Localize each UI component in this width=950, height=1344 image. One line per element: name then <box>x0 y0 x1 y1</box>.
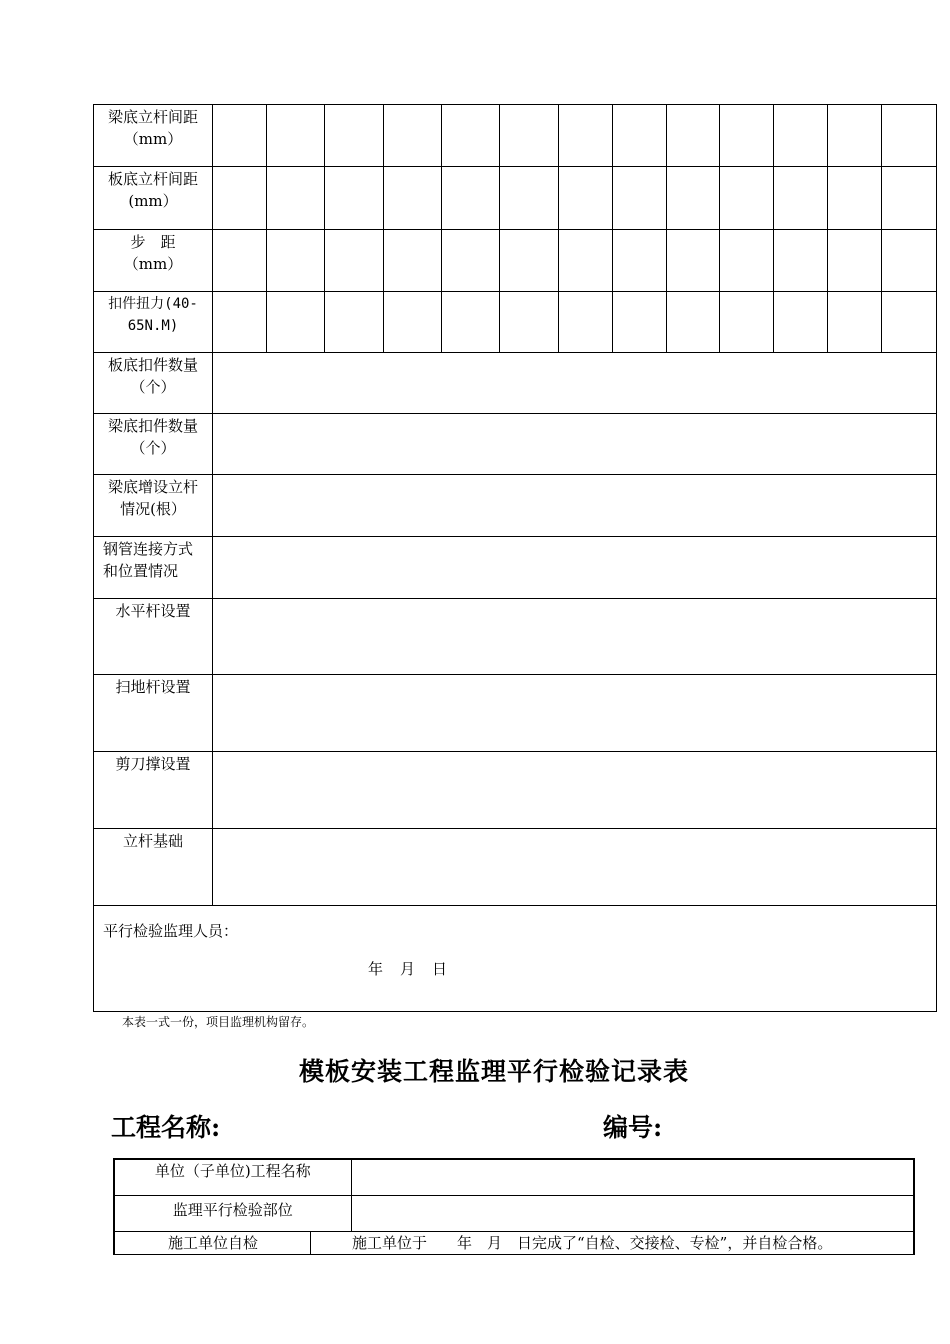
input-cell[interactable] <box>500 230 559 292</box>
input-cell[interactable] <box>384 105 442 167</box>
input-cell[interactable] <box>213 292 267 353</box>
input-cell[interactable] <box>828 105 882 167</box>
input-cell[interactable] <box>325 230 384 292</box>
row-slab-fastener-count <box>94 353 937 414</box>
row-label: 扣件扭力(40- 65N.M) <box>94 292 213 353</box>
grid-row-fastener-torque <box>94 292 937 353</box>
input-cell[interactable] <box>559 230 613 292</box>
input-cell[interactable] <box>442 230 500 292</box>
input-cell[interactable] <box>774 292 828 353</box>
input-cell[interactable] <box>613 230 667 292</box>
input-cell[interactable] <box>442 167 500 230</box>
input-cell[interactable] <box>613 292 667 353</box>
input-cell[interactable] <box>267 230 325 292</box>
signature-label: 平行检验监理人员： <box>103 922 239 940</box>
input-cell[interactable] <box>384 292 442 353</box>
input-cell[interactable] <box>667 105 720 167</box>
input-cell[interactable] <box>559 105 613 167</box>
input-cell[interactable] <box>384 230 442 292</box>
input-cell[interactable] <box>774 105 828 167</box>
input-cell[interactable] <box>774 230 828 292</box>
self-check-row <box>114 1231 914 1254</box>
input-cell[interactable] <box>213 230 267 292</box>
row-pipe-connection <box>94 537 937 599</box>
row-label: 板底扣件数量 （个） <box>94 353 213 414</box>
input-cell[interactable] <box>720 230 774 292</box>
code-label: 编号: <box>603 1113 663 1142</box>
input-cell[interactable] <box>325 105 384 167</box>
input-cell[interactable] <box>213 167 267 230</box>
row-label: 梁底立杆间距 （mm） <box>94 105 213 167</box>
input-cell[interactable] <box>213 105 267 167</box>
row-sweep-bar <box>94 675 937 752</box>
value-cell[interactable] <box>213 537 937 599</box>
input-cell[interactable] <box>500 105 559 167</box>
input-cell[interactable] <box>559 292 613 353</box>
value-cell[interactable] <box>213 414 937 475</box>
column-divider <box>310 1232 311 1254</box>
grid-row-slab-pole-spacing <box>94 167 937 230</box>
self-check-cell <box>114 1231 914 1254</box>
input-cell[interactable] <box>828 167 882 230</box>
input-cell[interactable] <box>442 292 500 353</box>
input-cell[interactable] <box>667 230 720 292</box>
value-cell[interactable] <box>213 675 937 752</box>
row-scissor-brace <box>94 752 937 829</box>
row-label: 剪刀撑设置 <box>94 752 213 829</box>
input-cell[interactable] <box>667 292 720 353</box>
value-cell[interactable] <box>213 752 937 829</box>
value-cell[interactable] <box>213 599 937 675</box>
document-title: 模板安装工程监理平行检验记录表 <box>298 1057 689 1086</box>
row-horizontal-bar <box>94 599 937 675</box>
input-cell[interactable] <box>500 167 559 230</box>
input-cell[interactable] <box>828 292 882 353</box>
row-label: 梁底扣件数量 （个） <box>94 414 213 475</box>
grid-row-beam-pole-spacing <box>94 105 937 167</box>
self-check-text: 施工单位于 年 月 日完成了“自检、交接检、专检”，并自检合格。 <box>352 1233 833 1252</box>
row-label: 板底立杆间距 (mm） <box>94 167 213 230</box>
inspection-part-label: 监理平行检验部位 <box>114 1195 351 1231</box>
input-cell[interactable] <box>267 292 325 353</box>
table-footnote: 本表一式一份，项目监理机构留存。 <box>122 1015 315 1029</box>
input-cell[interactable] <box>882 292 937 353</box>
input-cell[interactable] <box>267 105 325 167</box>
signature-row <box>94 906 937 1012</box>
row-label: 水平杆设置 <box>94 599 213 675</box>
input-cell[interactable] <box>559 167 613 230</box>
row-label: 扫地杆设置 <box>94 675 213 752</box>
input-cell[interactable] <box>613 105 667 167</box>
value-cell[interactable] <box>213 475 937 537</box>
unit-name-value[interactable] <box>351 1159 914 1195</box>
inspection-part-row <box>114 1195 914 1231</box>
input-cell[interactable] <box>720 105 774 167</box>
value-cell[interactable] <box>213 829 937 906</box>
self-check-label: 施工单位自检 <box>167 1233 258 1252</box>
project-name-label: 工程名称: <box>111 1113 221 1142</box>
input-cell[interactable] <box>774 167 828 230</box>
input-cell[interactable] <box>828 230 882 292</box>
inspection-part-value[interactable] <box>351 1195 914 1231</box>
row-pole-foundation <box>94 829 937 906</box>
input-cell[interactable] <box>720 167 774 230</box>
signature-date: 年 月 日 <box>368 960 449 978</box>
input-cell[interactable] <box>882 105 937 167</box>
row-label: 钢管连接方式 和位置情况 <box>94 537 213 599</box>
input-cell[interactable] <box>325 292 384 353</box>
input-cell[interactable] <box>720 292 774 353</box>
value-cell[interactable] <box>213 353 937 414</box>
input-cell[interactable] <box>882 230 937 292</box>
inspection-table <box>93 104 937 1012</box>
input-cell[interactable] <box>267 167 325 230</box>
row-label: 梁底增设立杆 情况(根） <box>94 475 213 537</box>
input-cell[interactable] <box>613 167 667 230</box>
row-label: 立杆基础 <box>94 829 213 906</box>
input-cell[interactable] <box>882 167 937 230</box>
unit-name-label: 单位（子单位)工程名称 <box>114 1159 351 1195</box>
input-cell[interactable] <box>667 167 720 230</box>
input-cell[interactable] <box>325 167 384 230</box>
input-cell[interactable] <box>500 292 559 353</box>
project-table <box>113 1158 915 1255</box>
row-beam-fastener-count <box>94 414 937 475</box>
grid-row-step-distance <box>94 230 937 292</box>
input-cell[interactable] <box>384 167 442 230</box>
row-beam-added-poles <box>94 475 937 537</box>
row-label: 步 距 （mm） <box>94 230 213 292</box>
input-cell[interactable] <box>442 105 500 167</box>
unit-name-row <box>114 1159 914 1195</box>
signature-cell[interactable] <box>94 906 937 1012</box>
